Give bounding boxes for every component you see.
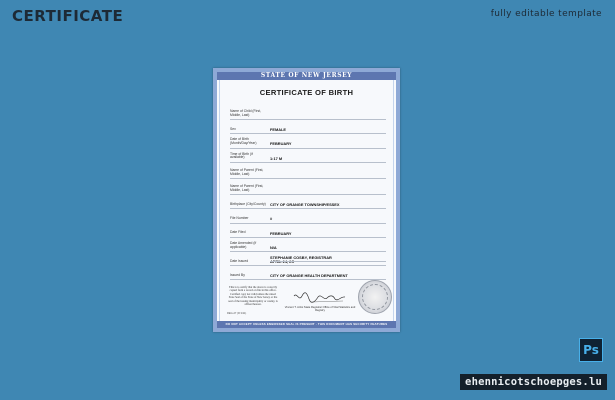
field-label: Sex: [230, 127, 236, 132]
field-value: APRIL 24, 2C: [270, 258, 295, 264]
field-value: 1:17 M: [270, 155, 283, 161]
field-row: [230, 104, 386, 120]
field-label: Issued By: [230, 272, 245, 277]
form-code: REG-27 (R 3/11): [227, 312, 247, 315]
field-label: Date Filed: [230, 230, 246, 235]
field-row: [230, 195, 386, 209]
field-value: CITY OF ORANGE HEALTH DEPARTMENT: [270, 273, 348, 279]
field-row: [230, 238, 386, 252]
field-label: Birthplace (City/County): [230, 202, 266, 207]
field-label: Date of Birth (Month/Day/Year): [230, 137, 257, 146]
certification-statement: This is to certify that the above is correctly copied from a record on file in this office. Certified copy not valid unless the raised State Seal of the State of New Jersey or the seal of the issuing municipality or county, is affixed hereon.: [228, 286, 278, 307]
field-label: Date Issued: [230, 258, 249, 263]
page-tagline: fully editable template: [490, 9, 602, 19]
field-row: [230, 163, 386, 179]
field-label: Name of Parent (First, Middle, Last): [230, 184, 264, 192]
signature-caption: Vincent T. Arrisi State Registrar Office of Vital Statistics and Registry: [284, 306, 356, 313]
field-value: #: [270, 216, 273, 222]
certificate-banner: STATE OF NEW JERSEY: [217, 72, 396, 80]
website-watermark: ehennicotschoepges.lu: [460, 374, 607, 390]
field-label: Name of Parent (First, Middle, Last): [230, 167, 264, 176]
field-row: [230, 179, 386, 195]
field-row: [230, 209, 386, 223]
field-label: File Number: [230, 216, 249, 221]
field-row: [230, 266, 386, 280]
registrar-signature: [291, 290, 349, 304]
field-row: [230, 224, 386, 238]
embossed-seal: [358, 280, 392, 314]
birth-certificate: [213, 68, 400, 332]
field-value: FEBRUARY: [270, 230, 292, 236]
field-row: [230, 134, 386, 148]
field-value: FEBRUARY: [270, 141, 292, 147]
field-label: Name of Child (First, Middle, Last): [230, 109, 262, 117]
certificate-heading: CERTIFICATE OF BIRTH: [259, 88, 354, 97]
field-value: FEMALE: [270, 127, 286, 133]
certificate-fields: [230, 104, 386, 280]
field-value: CITY OF ORANGE TOWNSHIP/ESSEX: [270, 202, 340, 208]
field-row: [230, 149, 386, 163]
field-label: Time of Birth (if available): [230, 151, 253, 160]
registrar-name: STEPHANIE COSBY, REGISTRAR: [270, 255, 386, 262]
field-label: Date Amended (if applicable): [230, 240, 257, 249]
field-row: [230, 120, 386, 134]
page-title: CERTIFICATE: [12, 7, 124, 25]
photoshop-icon: Ps: [579, 338, 603, 362]
certificate-bottom-banner: DO NOT ACCEPT UNLESS EMBOSSED SEAL IS PRESENT · THIS DOCUMENT HAS SECURITY FEATURES: [217, 321, 396, 328]
field-value: N/A: [270, 244, 277, 250]
